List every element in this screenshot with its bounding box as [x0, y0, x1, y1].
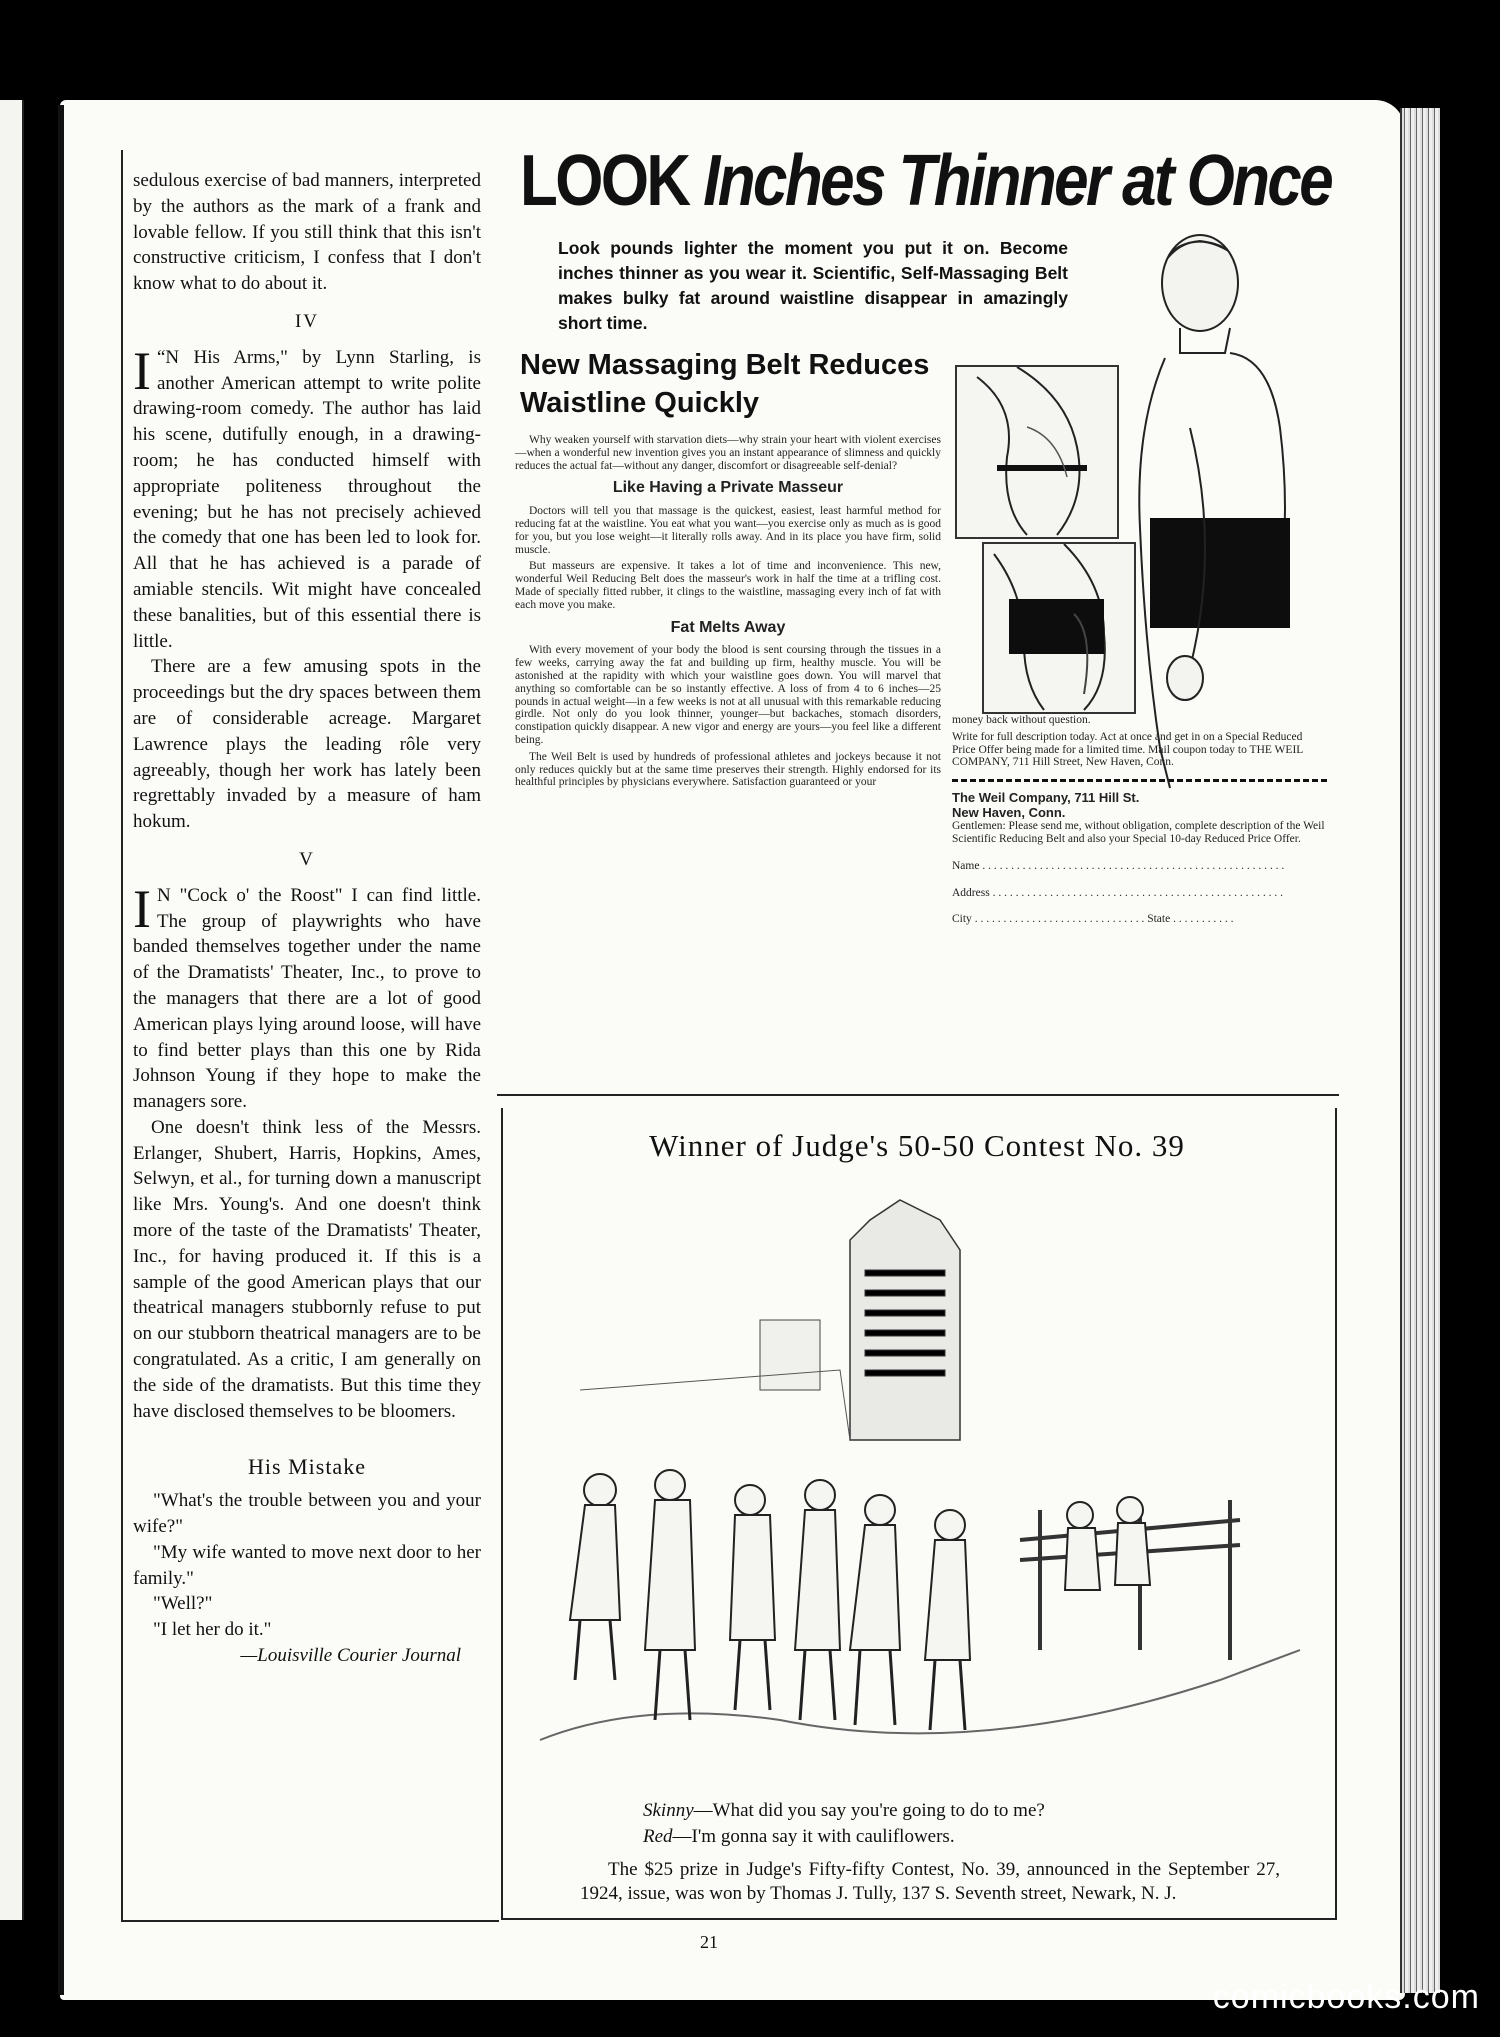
cartoon-caption [643, 1798, 1045, 1850]
ad-bottom-border [497, 1094, 1339, 1096]
city-label: City [952, 913, 972, 926]
state-label: State [1147, 913, 1171, 926]
boys-fight-illustration [520, 1180, 1320, 1770]
joke [133, 1488, 481, 1669]
page-spine [58, 105, 64, 1995]
coupon-city: New Haven, Conn. [952, 805, 1066, 821]
belt-illustration-front [982, 542, 1136, 714]
coupon-text: Gentlemen: Please send me, without obligation, complete description of the Weil Scientific Reducing Belt and also your Special 10-day Reduced Price Offer. [952, 820, 1325, 845]
drop-cap: I [133, 878, 151, 939]
caption-text: —I'm gonna say it with cauliflowers. [672, 1826, 955, 1847]
ad-paragraph: Doctors will tell you that massage is the quickest, easiest, least harmful method for reducing fat at the waistline. You eat what you want—you exercise only as much as is good for you, but you lose weight—it literally rolls away. And in its place you have firm, solid muscle. [515, 505, 941, 556]
coupon-address-field: Address . . . . . . . . . . . . . . . . . . . . . . . . . . . . . . . . . . . . . . . . . . . . . . . . . . . [952, 886, 1283, 899]
joke-line: "Well?" [153, 1593, 213, 1615]
address-label: Address [952, 886, 990, 899]
joke-title: His Mistake [248, 1454, 366, 1480]
caption-line-2 [643, 1824, 1045, 1850]
ad-headline [520, 140, 1331, 222]
ad-paragraph: Why weaken yourself with starvation diets—why strain your heart with violent exercises—when a wonderful new invention gives you an instant appearance of slimness and quickly reduces the actual fat—without any danger, discomfort or disagreeable self-denial? [515, 434, 941, 472]
coupon-address: The Weil Company, 711 Hill St. [952, 790, 1140, 806]
name-label: Name [952, 859, 980, 872]
paragraph-text: N "Cock o' the Roost" I can find little. The group of playwrights who have banded themselves together under the name of the Dramatists' Theater, Inc., to prove to the managers that there are a lot of good American plays lying around loose, will have to find better plays than this one by Rida Johnson Young if they hope to make the managers sore. [133, 884, 481, 1113]
section-heading-iv: IV [294, 310, 320, 332]
review-paragraph: One doesn't think less of the Messrs. Erlanger, Shubert, Harris, Hopkins, Ames, Selwyn, et al., for turning down a manuscript like Mrs. Young's. And one doesn't think more of the taste of the Dramatists' Theater, Inc., for having produced it. If this is a sample of the good American plays that our theatrical managers stubbornly refuse to put on our stubborn theatrical managers are to be congratulated. As a critic, I am generally on the side of the dramatists. But this time they have disclosed themselves to be bloomers. [133, 1116, 481, 1422]
ad-paragraph: But masseurs are expensive. It takes a lot of time and inconvenience. This new, wonderful Weil Reducing Belt does the masseur's work in half the time at a trifling cost. Made of specially fitted rubber, it clings to the waistline, massaging every inch of fat with each move you make. [515, 560, 941, 611]
coupon-name-field: Name . . . . . . . . . . . . . . . . . . . . . . . . . . . . . . . . . . . . . . . . . . . . . . . . . . . . . [952, 859, 1285, 872]
speaker-red: Red [643, 1826, 673, 1847]
ad-body [515, 434, 941, 793]
prize-announcement: The $25 prize in Judge's Fifty-fifty Contest, No. 39, announced in the September 27, 1924, issue, was won by Thomas J. Tully, 137 S. Seventh street, Newark, N. J. [580, 1859, 1280, 1904]
ad-section-heading: Like Having a Private Masseur [612, 479, 844, 497]
review-paragraph: There are a few amusing spots in the proceedings but the dry spaces between them are of considerable acreage. Margaret Lawrence plays the leading rôle very agreeably, though her work has lately been regrettably invaded by a measure of ham hokum. [133, 656, 481, 833]
joke-line: "I let her do it." [153, 1619, 272, 1641]
ad-paragraph: Write for full description today. Act at once and get in on a Special Reduced Price Offer being made for a limited time. Mail coupon today to THE WEIL COMPANY, 711 Hill Street, New Haven, Conn. [952, 730, 1303, 769]
ad-paragraph: money back without question. [952, 714, 1091, 726]
joke-line: "What's the trouble between you and your wife?" [133, 1490, 481, 1538]
section-heading-v: V [299, 848, 315, 870]
coupon-city-field: City . . . . . . . . . . . . . . . . . . . . . . . . . . . . . . State . . . . . . . . . . . [952, 913, 1234, 926]
ad-paragraph: The Weil Belt is used by hundreds of professional athletes and jockeys because it not only reduces quickly but at the same time preserves their strength. Highly endorsed for its healthful principles by physicians everywhere. Satisfaction guaranteed or your [515, 750, 941, 789]
caption-line-1 [643, 1798, 1045, 1824]
review-paragraph [133, 878, 481, 1115]
ad-paragraph: With every movement of your body the blood is sent coursing through the tissues in a few weeks, carrying away the fat and building up firm, healthy muscle. You will be astonished at the rapidity with which your waistline goes down. You will marvel that anything so comfortable can be so instantly effective. A loss of from 4 to 6 inches—25 pounds in actual weight—in a few weeks is not at all unusual with this remarkable reducing girdle. Not only do you look thinner, younger—but backaches, stomach disorders, constipation quickly disappear. A new vigor and energy are yours—you feel like a different being. [515, 644, 941, 746]
headline-bold: LOOK [520, 141, 689, 221]
review-paragraph [133, 340, 481, 655]
caption-text: —What did you say you're going to do to me? [693, 1800, 1045, 1821]
watermark: comicbooks.com [1212, 1978, 1480, 2016]
drop-cap: I [133, 340, 151, 401]
ad-subhead: New Massaging Belt Reduces Waistline Quickly [520, 349, 930, 419]
review-paragraph: sedulous exercise of bad manners, interpreted by the authors as the mark of a frank and lovable fellow. If you still think that this isn't constructive criticism, I confess that I don't know what to do about it. [133, 170, 481, 295]
contest-title: Winner of Judge's 50-50 Contest No. 39 [649, 1128, 1185, 1163]
headline-italic: Inches Thinner at Once [703, 141, 1332, 221]
ad-lede: Look pounds lighter the moment you put it on. Become inches thinner as you wear it. Scientific, Self-Massaging Belt makes bulky fat around waistline disappear in amazingly short time. [558, 238, 1068, 333]
speaker-skinny: Skinny [643, 1800, 694, 1821]
paragraph-text: N His Arms," by Lynn Starling, is another American attempt to write polite drawing-room comedy. The author has laid his scene, dutifully enough, in a drawing-room; he has conducted himself with appropriate politeness throughout the evening; but he has not precisely achieved the comedy that one has been led to look for. All that he has achieved is a parade of amiable stencils. Wit might have concealed these banalities, but of this essential there is little. [133, 346, 481, 652]
open-quote: “ [156, 346, 166, 368]
man-in-belt-illustration [1130, 228, 1360, 808]
belt-illustration-side [955, 365, 1119, 539]
joke-source: —Louisville Courier Journal [240, 1645, 461, 1667]
review-column [133, 168, 481, 1669]
page-number: 21 [700, 1932, 718, 1952]
page-stack-edge [1400, 108, 1440, 1993]
ad-section-heading: Fat Melts Away [670, 618, 786, 636]
facing-page-edge [0, 100, 24, 1920]
joke-line: "My wife wanted to move next door to her family." [133, 1541, 481, 1589]
